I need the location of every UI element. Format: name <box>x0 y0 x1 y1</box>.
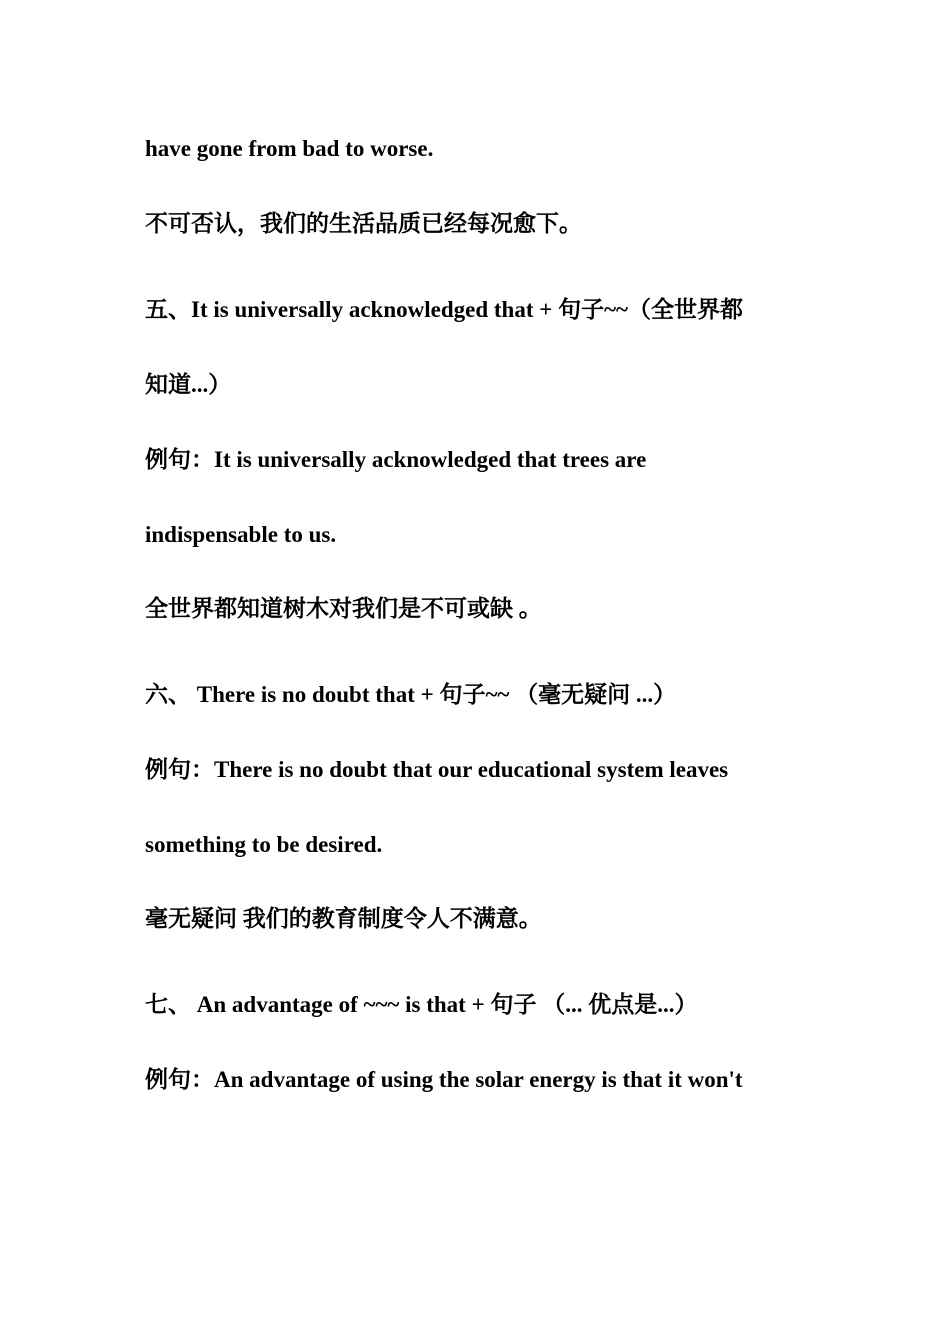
section-heading: 七、 An advantage of ~~~ is that + 句子 （... 优点是...） <box>145 992 698 1017</box>
text-line: 知道...） <box>145 372 232 397</box>
example-sentence: 例句：It is universally acknowledged that trees are <box>145 447 647 472</box>
text-line: indispensable to us. <box>145 522 337 547</box>
translation-line: 毫无疑问 我们的教育制度令人不满意。 <box>145 906 542 931</box>
example-sentence: 例句：There is no doubt that our educational system leaves <box>145 757 729 782</box>
section-heading: 六、 There is no doubt that + 句子~~ （毫无疑问 ...） <box>145 682 677 707</box>
translation-line: 全世界都知道树木对我们是不可或缺 。 <box>145 596 542 621</box>
example-sentence: 例句：An advantage of using the solar energy is that it won't <box>145 1067 743 1092</box>
text-line: have gone from bad to worse. <box>145 136 434 161</box>
section-heading: 五、It is universally acknowledged that + 句子~~（全世界都 <box>145 297 743 322</box>
text-line: something to be desired. <box>145 832 383 857</box>
text-line: 不可否认，我们的生活品质已经每况愈下。 <box>145 211 582 236</box>
